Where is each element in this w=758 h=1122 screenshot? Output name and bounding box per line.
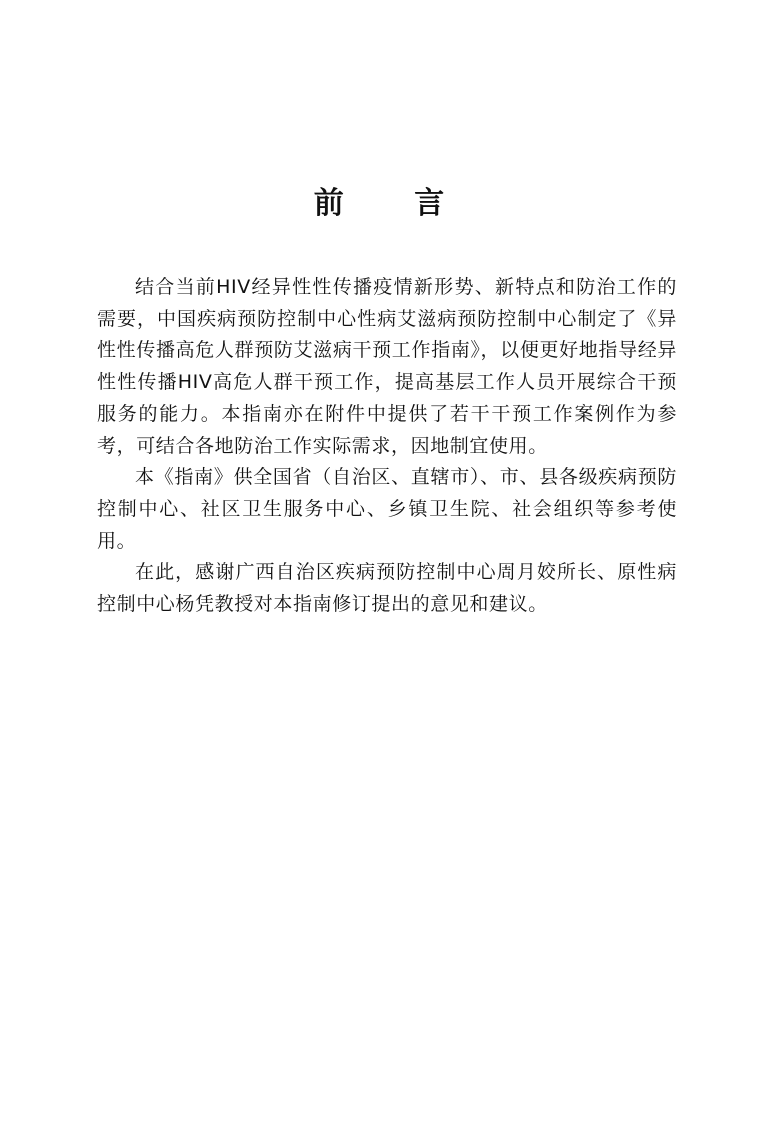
preface-paragraph-3: 在此，感谢广西自治区疾病预防控制中心周月姣所长、原性病控制中心杨凭教授对本指南修订提出的意见和建议。 (97, 561, 677, 616)
page-title: 前 言 (313, 186, 475, 221)
preface-paragraph-2: 本《指南》供全国省（自治区、直辖市）、市、县各级疾病预防控制中心、社区卫生服务中心、乡镇卫生院、社会组织等参考使用。 (97, 466, 677, 552)
preface-body (97, 272, 677, 621)
preface-paragraph-1: 结合当前HIV经异性性传播疫情新形势、新特点和防治工作的需要，中国疾病预防控制中心性病艾滋病预防控制中心制定了《异性性传播高危人群预防艾滋病干预工作指南》，以便更好地指导经异性性传播HIV高危人群干预工作，提高基层工作人员开展综合干预服务的能力。本指南亦在附件中提供了若干干预工作案例作为参考，可结合各地防治工作实际需求，因地制宜使用。 (97, 276, 677, 457)
